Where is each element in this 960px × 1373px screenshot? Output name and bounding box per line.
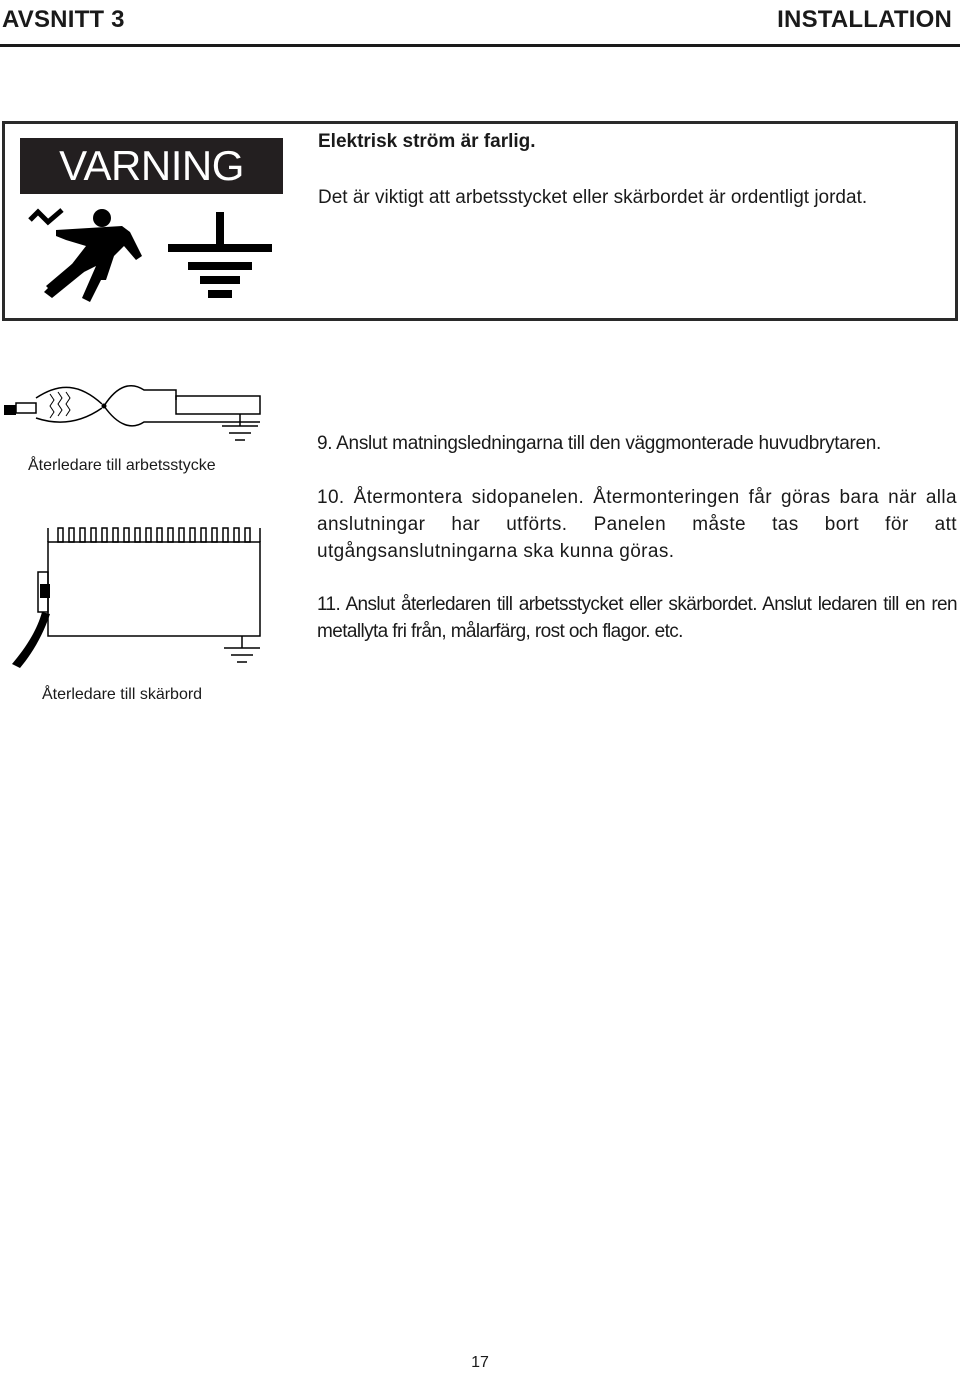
page-number: 17 xyxy=(471,1354,489,1371)
warning-label: VARNING xyxy=(20,138,283,194)
step-10: 10. Återmontera sidopanelen. Återmonteringen får göras bara när alla anslutningar har utförts. Panelen måste tas bort för att utgångsanslutningarna ska kunna göras. xyxy=(317,487,957,562)
ground-symbol-icon xyxy=(166,212,274,300)
workpiece-clamp-diagram xyxy=(0,370,270,450)
workpiece-lead-label: Återledare till arbetsstycke xyxy=(28,457,216,474)
step-11: 11. Anslut återledaren till arbetsstycket eller skärbordet. Anslut ledaren till en ren metallyta fri från, målarfärg, rost och flagor. etc. xyxy=(317,594,957,642)
header-rule xyxy=(0,44,960,47)
warning-title: Elektrisk ström är farlig. xyxy=(318,131,536,152)
warning-text: Det är viktigt att arbetsstycket eller skärbordet är ordentligt jordat. xyxy=(318,187,868,208)
cutting-table-diagram xyxy=(8,524,270,672)
step-9: 9. Anslut matningsledningarna till den väggmonterade huvudbrytaren. xyxy=(317,433,882,454)
section-title: INSTALLATION xyxy=(777,6,952,33)
section-label: AVSNITT 3 xyxy=(2,6,125,33)
electric-shock-icon xyxy=(26,206,150,306)
table-lead-label: Återledare till skärbord xyxy=(42,686,203,703)
